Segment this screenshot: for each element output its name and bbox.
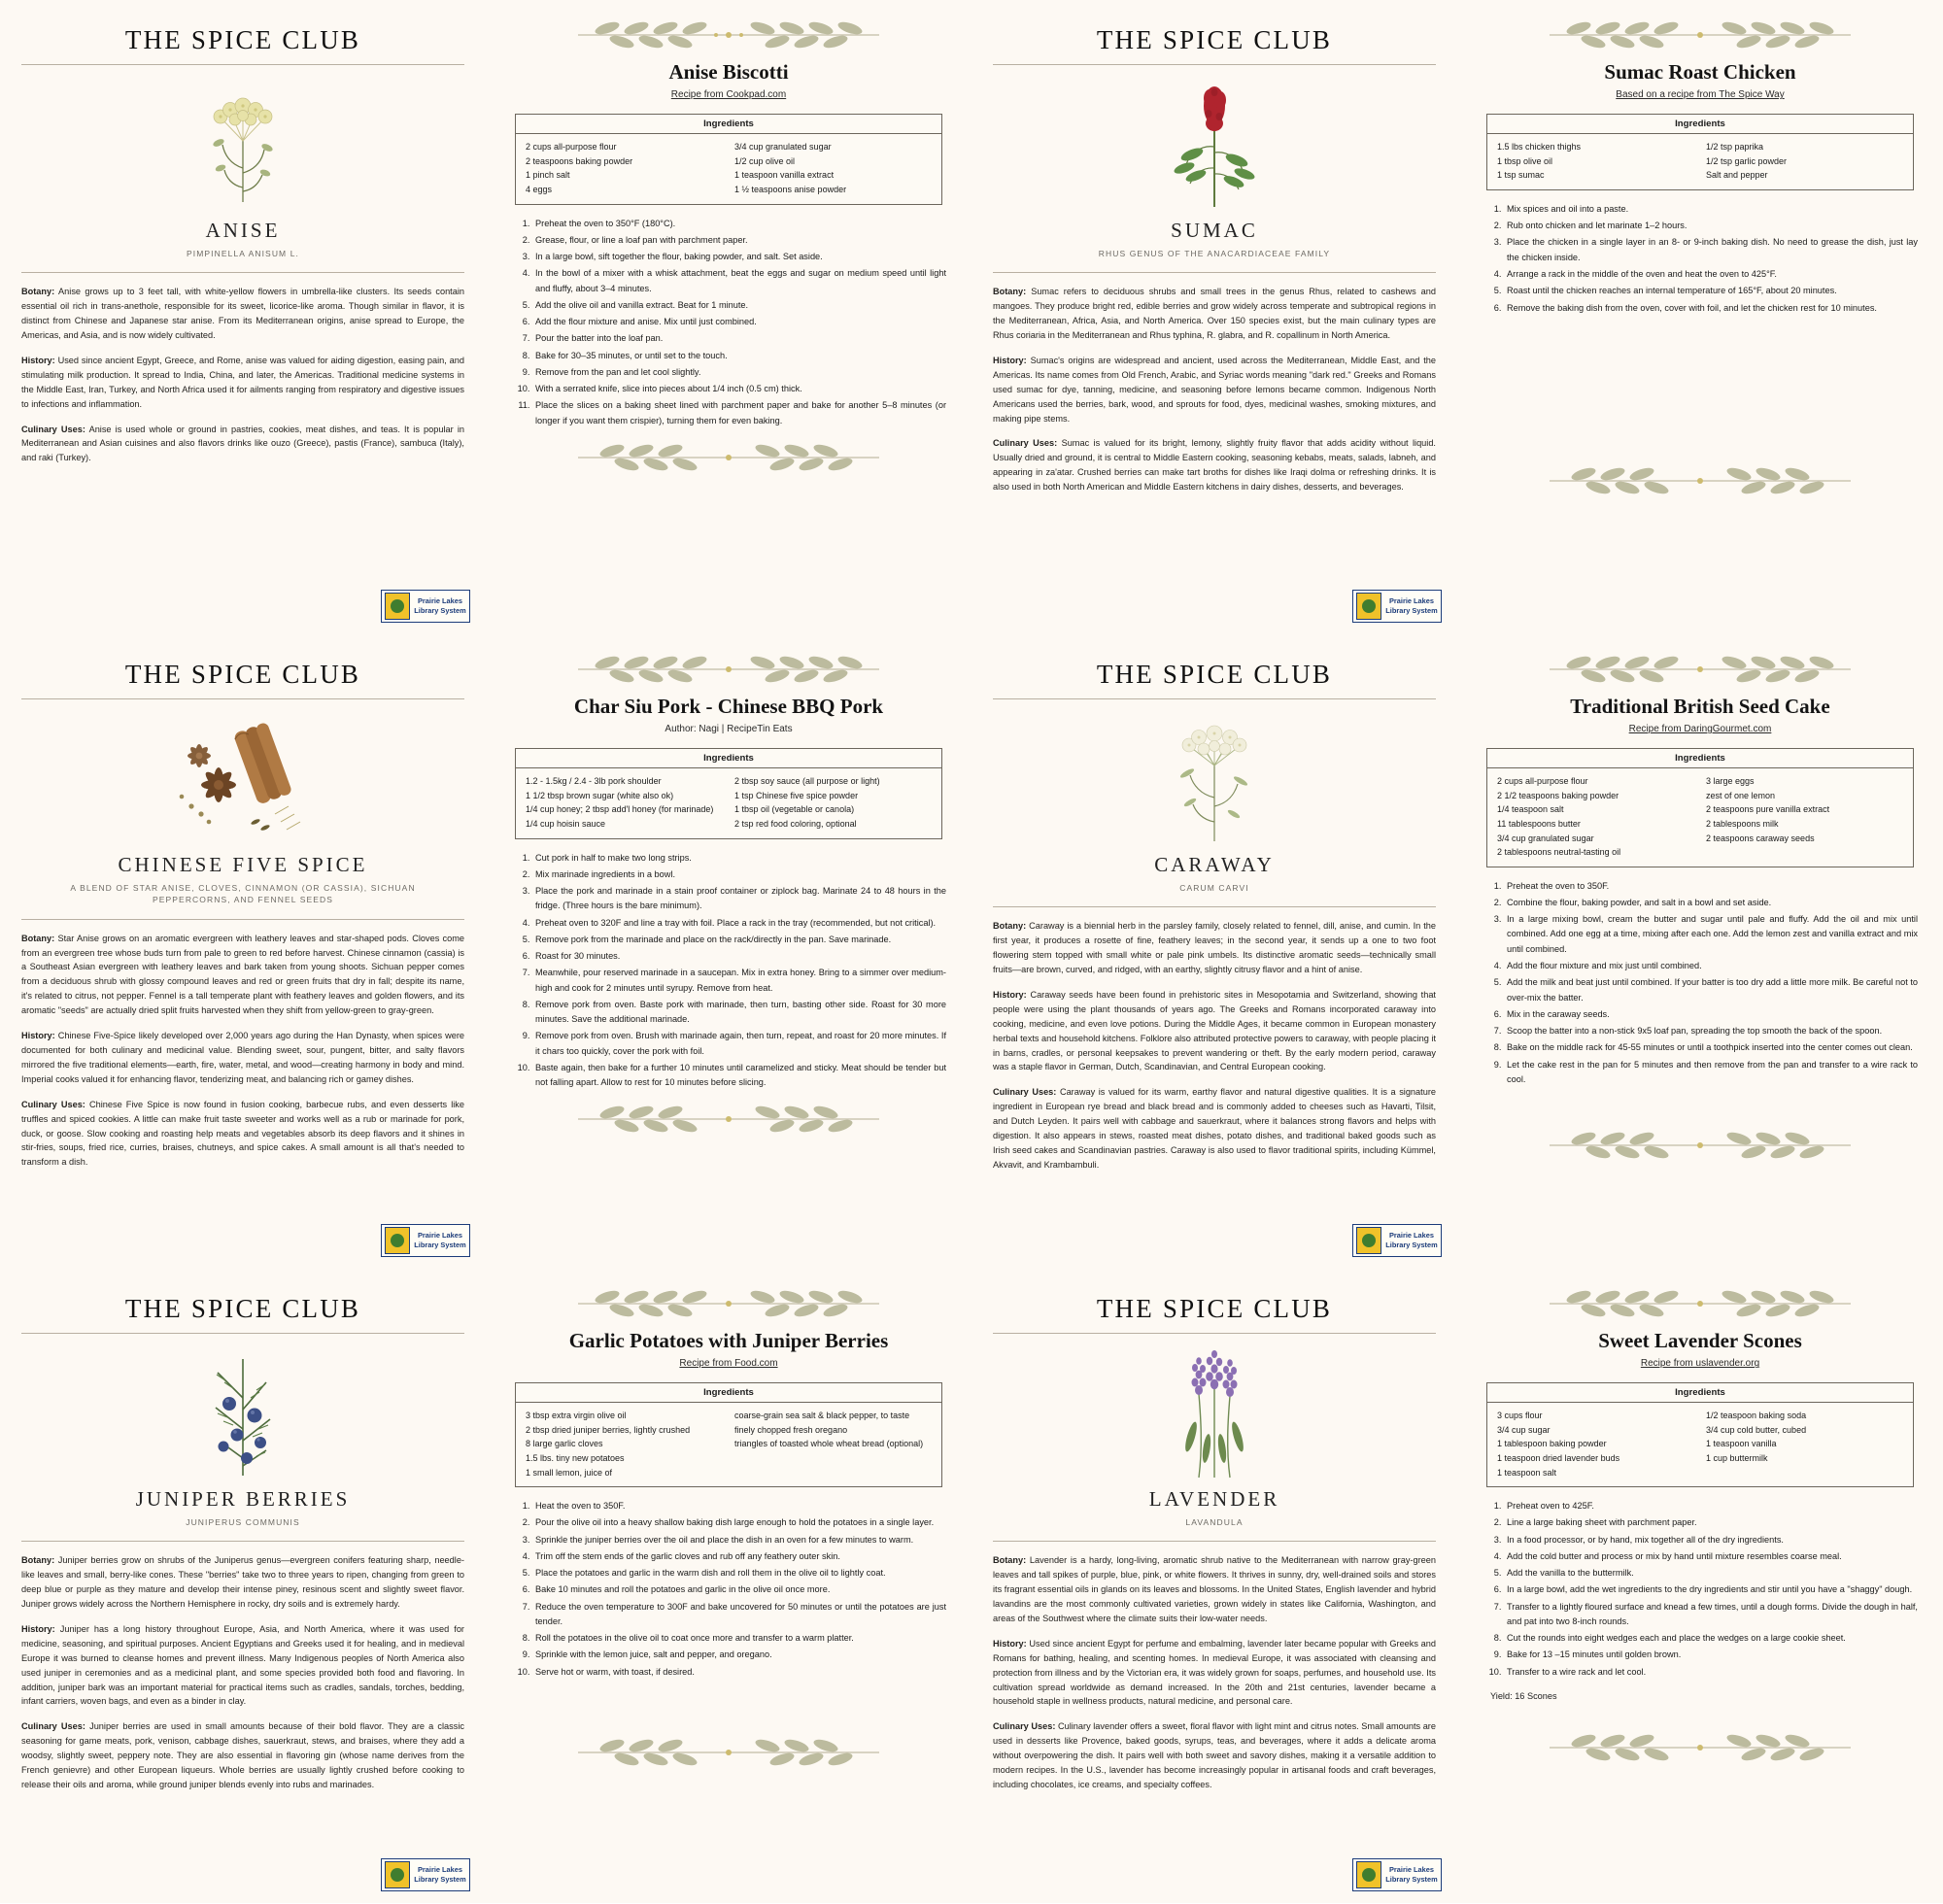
spice-name: ANISE bbox=[205, 219, 281, 242]
history-label: History: bbox=[21, 1031, 55, 1041]
recipe-step: 10. Serve hot or warm, with toast, if desired. bbox=[532, 1665, 946, 1680]
recipe-step: 8. Bake on the middle rack for 45-55 minutes or until a toothpick inserted into the center comes out clean. bbox=[1504, 1040, 1918, 1055]
recipe-step: 3. Place the pork and marinade in a stain proof container or ziplock bag. Marinate 24 to 48 hours in the fridge. (Three hours is the bare minimum). bbox=[532, 884, 946, 914]
recipe-step: 8. Cut the rounds into eight wedges each and place the wedges on a large cookie sheet. bbox=[1504, 1631, 1918, 1646]
ingredients-column-right bbox=[1706, 774, 1903, 859]
recipe-card-seed-cake bbox=[1457, 634, 1943, 1269]
library-emblem-icon bbox=[1356, 1227, 1381, 1254]
history-text: Sumac's origins are widespread and ancient, used across the Mediterranean, Middle East, and the Americas. Its name comes from Old French, Arabic, and Syriac words meaning "dark red." Greeks and Romans used sumac for dye, tanning, medicine, and seasoning before lemons became common. Indigenous North Americans used the berries, bark, wood, and sprouts for food, dyes, medicinal washes, smoking mixtures, and making pipe stems. bbox=[993, 355, 1436, 424]
botany-label: Botany: bbox=[993, 1555, 1027, 1566]
recipe-step: 4. Trim off the stem ends of the garlic cloves and rub off any feathery outer skin. bbox=[532, 1549, 946, 1564]
recipe-step: 3. In a large mixing bowl, cream the butter and sugar until pale and fluffy. Add the oil and mix until combined. Add one egg at a time, mixing after each one. Add the lemon zest and vanilla extract and mix until combined. bbox=[1504, 912, 1918, 957]
recipe-step: 10. Transfer to a wire rack and let cool. bbox=[1504, 1665, 1918, 1680]
culinary-label: Culinary Uses: bbox=[21, 1099, 85, 1109]
ingredient-item: 1/2 cup olive oil bbox=[734, 155, 796, 166]
botany-label: Botany: bbox=[993, 921, 1027, 932]
library-stamp bbox=[381, 1858, 470, 1891]
history-label: History: bbox=[993, 989, 1027, 1000]
history-text: Caraway seeds have been found in prehistoric sites in Mesopotamia and Switzerland, showing that people were using the plant thousands of years ago. The Greeks and Romans incorporated caraway into cooking, medicine, and even love potions. During the Middle Ages, it became common in European monastery herbal texts and household kitchens. Folklore also attributed protective powers to caraway, with people placing it in barns, cradles, or personal keepsakes to prevent wandering or theft. By the early modern period, caraway was a staple flavor in German, Dutch, Scandinavian, and Central European cooking. bbox=[993, 989, 1436, 1072]
ingredient-item: 3 cups flour bbox=[1497, 1411, 1543, 1421]
ingredient-item: 1/2 tsp garlic powder bbox=[1706, 155, 1788, 166]
ingredients-box bbox=[1486, 748, 1914, 867]
history-label: History: bbox=[21, 1623, 55, 1634]
library-stamp bbox=[381, 1224, 470, 1257]
culinary-paragraph bbox=[993, 1719, 1436, 1792]
sumac-plant-art bbox=[993, 71, 1436, 217]
info-card-sumac bbox=[972, 0, 1457, 634]
recipe-card-anise-biscotti bbox=[486, 0, 972, 634]
ingredient-item: 2 teaspoons caraway seeds bbox=[1706, 833, 1815, 843]
ingredients-column-left bbox=[1497, 140, 1694, 183]
ingredient-item: 2 teaspoons baking powder bbox=[526, 155, 633, 166]
recipe-step: 1. Preheat the oven to 350F. bbox=[1504, 879, 1918, 894]
recipe-step: 5. Add the milk and beat just until combined. If your batter is too dry add a little more milk. Be careful not to over-mix the batter. bbox=[1504, 975, 1918, 1005]
library-stamp bbox=[381, 590, 470, 623]
recipe-step: 3. Sprinkle the juniper berries over the oil and place the dish in an oven for a few minutes to warm. bbox=[532, 1533, 946, 1547]
recipe-source: Recipe from Cookpad.com bbox=[670, 89, 787, 101]
recipe-step: 6. Bake 10 minutes and roll the potatoes and garlic in the olive oil once more. bbox=[532, 1582, 946, 1597]
ingredient-item: 1 small lemon, juice of bbox=[526, 1467, 613, 1478]
ingredients-column-left bbox=[526, 1409, 723, 1479]
spice-name: JUNIPER BERRIES bbox=[135, 1487, 351, 1511]
ingredients-column-left bbox=[526, 774, 723, 831]
recipe-step: 1. Preheat oven to 425F. bbox=[1504, 1499, 1918, 1513]
recipe-step: 6. Mix in the caraway seeds. bbox=[1504, 1007, 1918, 1022]
info-card-chinese-five-spice bbox=[0, 634, 486, 1269]
botany-label: Botany: bbox=[21, 933, 55, 943]
recipe-step: 8. Roll the potatoes in the olive oil to coat once more and transfer to a warm platter. bbox=[532, 1631, 946, 1646]
ingredients-column-right bbox=[1706, 1409, 1903, 1479]
ingredient-item: 3/4 cup cold butter, cubed bbox=[1706, 1424, 1807, 1435]
ingredient-item: 1 tbsp oil (vegetable or canola) bbox=[734, 804, 855, 815]
recipe-step: 9. Remove from the pan and let cool slightly. bbox=[532, 365, 946, 380]
recipe-card-char-siu-pork bbox=[486, 634, 972, 1269]
history-paragraph bbox=[993, 354, 1436, 426]
stamp-line-1: Prairie Lakes bbox=[1388, 596, 1435, 606]
ingredient-item: 3/4 cup granulated sugar bbox=[734, 142, 832, 153]
botany-text: Juniper berries grow on shrubs of the Juniperus genus—evergreen conifers featuring sharp, needle-like leaves and small, berry-like cones. These "berries" take two to three years to ripen, changing from green to deep blue or purple as they mature and develop their intense piney, resinous scent and slightly sweet flavor. Juniper grows widely across the Northern Hemisphere in rocky, dry soils and is extremely hardy. bbox=[21, 1555, 464, 1610]
ingredient-item: 1/4 cup honey; 2 tbsp add'l honey (for marinade) bbox=[526, 804, 714, 815]
spice-latin-name: LAVANDULA bbox=[1185, 1517, 1244, 1527]
stamp-line-2: Library System bbox=[1385, 1875, 1438, 1884]
history-paragraph bbox=[21, 1622, 464, 1709]
spice-latin-name: A BLEND OF STAR ANISE, CLOVES, CINNAMON (OR CASSIA), SICHUAN PEPPERCORNS, AND FENNEL SEEDS bbox=[70, 883, 416, 905]
recipe-step: 2. Grease, flour, or line a loaf pan with parchment paper. bbox=[532, 233, 946, 248]
ingredient-item: 1 tbsp olive oil bbox=[1497, 155, 1553, 166]
ingredient-item: 1.5 lbs. tiny new potatoes bbox=[526, 1452, 625, 1463]
recipe-step: 8. Bake for 30–35 minutes, or until set to the touch. bbox=[532, 349, 946, 363]
recipe-step: 2. Combine the flour, baking powder, and salt in a bowl and set aside. bbox=[1504, 896, 1918, 910]
ingredient-item: 3 large eggs bbox=[1706, 776, 1755, 787]
recipe-step: 8. Remove pork from oven. Baste pork with marinade, then turn, basting other side. Roast for 30 more minutes. Save the additional marinade. bbox=[532, 998, 946, 1028]
info-card-juniper-berries bbox=[0, 1269, 486, 1903]
botany-text: Anise grows up to 3 feet tall, with white-yellow flowers in umbrella-like clusters. Its seeds contain essential oil rich in trans-anethole, responsible for its sweet, licorice-like aroma. Though similar in flavor, it is distinct from Chinese and Japanese star anise. From its Mediterranean origins, anise spread to Europe, the Americas, and Asia, and is now widely cultivated. bbox=[21, 287, 464, 341]
stamp-line-1: Prairie Lakes bbox=[1388, 1865, 1435, 1875]
ingredient-item: zest of one lemon bbox=[1706, 790, 1776, 800]
recipe-source: Based on a recipe from The Spice Way bbox=[1616, 89, 1785, 101]
ingredient-item: 1 ½ teaspoons anise powder bbox=[734, 184, 847, 194]
botany-label: Botany: bbox=[21, 1555, 55, 1566]
recipe-step: 5. Add the vanilla to the buttermilk. bbox=[1504, 1566, 1918, 1581]
recipe-step: 1. Preheat the oven to 350°F (180°C). bbox=[532, 217, 946, 231]
recipe-source: Author: Nagi | RecipeTin Eats bbox=[665, 724, 793, 735]
ingredient-item: 2 cups all-purpose flour bbox=[526, 142, 617, 153]
botany-label: Botany: bbox=[993, 287, 1027, 297]
spice-name: CARAWAY bbox=[1154, 853, 1275, 876]
vine-divider-icon bbox=[507, 1284, 950, 1323]
ingredients-header: Ingredients bbox=[516, 115, 941, 134]
culinary-label: Culinary Uses: bbox=[21, 424, 85, 434]
culinary-label: Culinary Uses: bbox=[993, 1087, 1057, 1098]
club-title: THE SPICE CLUB bbox=[21, 17, 464, 65]
recipe-title: Traditional British Seed Cake bbox=[1570, 695, 1830, 718]
ingredients-column-left bbox=[1497, 1409, 1694, 1479]
history-paragraph bbox=[993, 1637, 1436, 1710]
recipe-yield: Yield: 16 Scones bbox=[1490, 1691, 1557, 1701]
ingredients-box bbox=[1486, 114, 1914, 190]
recipe-step: 3. Place the chicken in a single layer in an 8- or 9-inch baking dish. No need to grease the dish, just lay the chicken inside. bbox=[1504, 235, 1918, 265]
history-paragraph bbox=[21, 1029, 464, 1087]
recipe-step: 1. Cut pork in half to make two long strips. bbox=[532, 851, 946, 866]
ingredients-column-right bbox=[734, 140, 932, 196]
ingredient-item: 2 tsp red food coloring, optional bbox=[734, 818, 857, 829]
vine-divider-icon bbox=[1479, 16, 1922, 54]
recipe-card-garlic-potatoes bbox=[486, 1269, 972, 1903]
recipe-step: 4. Arrange a rack in the middle of the oven and heat the oven to 425°F. bbox=[1504, 267, 1918, 282]
ingredient-item: 1/4 cup hoisin sauce bbox=[526, 818, 606, 829]
recipe-step: 10. With a serrated knife, slice into pieces about 1/4 inch (0.5 cm) thick. bbox=[532, 382, 946, 396]
recipe-title: Garlic Potatoes with Juniper Berries bbox=[568, 1329, 889, 1352]
ingredient-item: 1/4 teaspoon salt bbox=[1497, 804, 1564, 815]
ingredient-item: 2 cups all-purpose flour bbox=[1497, 776, 1588, 787]
vine-divider-icon bbox=[1479, 1284, 1922, 1323]
ingredient-item: 1.5 lbs chicken thighs bbox=[1497, 142, 1582, 153]
botany-paragraph bbox=[21, 285, 464, 343]
ingredients-header: Ingredients bbox=[516, 749, 941, 768]
culinary-paragraph bbox=[993, 1085, 1436, 1172]
ingredient-item: 1.2 - 1.5kg / 2.4 - 3lb pork shoulder bbox=[526, 776, 662, 787]
recipe-step: 4. In the bowl of a mixer with a whisk attachment, beat the eggs and sugar on medium speed until light and fluffy, about 3–4 minutes. bbox=[532, 266, 946, 296]
culinary-text: Culinary lavender offers a sweet, floral flavor with light mint and citrus notes. Small amounts are used in desserts like Provence, baked goods, syrups, teas, and beverages, where it adds a delicate aroma without overpowering the dish. It pairs well with both sweet and savory dishes, making it a versatile addition to modern recipes. In the U.S., lavender has become increasingly popular in artisanal foods and craft beverages, including chocolates, ice creams, and specialty coffees. bbox=[993, 1721, 1436, 1789]
culinary-paragraph bbox=[21, 1719, 464, 1792]
club-title: THE SPICE CLUB bbox=[993, 1286, 1436, 1334]
recipe-title: Anise Biscotti bbox=[668, 60, 789, 84]
culinary-text: Anise is used whole or ground in pastries, cookies, meat dishes, and teas. It is popular in Mediterranean and Asian cuisines and also flavors drinks like ouzo (Greece), pastis (France), sambuca (Italy), and raki (Turkey). bbox=[21, 424, 464, 463]
recipe-step: 7. Pour the batter into the loaf pan. bbox=[532, 331, 946, 346]
recipe-step: 6. Add the flour mixture and anise. Mix until just combined. bbox=[532, 315, 946, 329]
history-text: Juniper has a long history throughout Europe, Asia, and North America, where it was used for medicine, seasoning, and spiritual purposes. Ancient Egyptians and Greeks used it for healing, and in medieval Europe it was burned to cleanse homes and prevent illness. Many Indigenous peoples of North America also used juniper in ceremonies and as a medicinal plant, and some species provided both food and flavoring. In addition, juniper bark was an important material for practical items such as cradles, sandals, torches, bedding, infant carriers, woven bags, and even as a binder in clay. bbox=[21, 1623, 464, 1707]
botany-paragraph bbox=[993, 919, 1436, 977]
recipe-step: 2. Rub onto chicken and let marinate 1–2 hours. bbox=[1504, 219, 1918, 233]
botany-paragraph bbox=[993, 285, 1436, 343]
stamp-line-2: Library System bbox=[1385, 1241, 1438, 1249]
library-stamp bbox=[1352, 1858, 1442, 1891]
botany-paragraph bbox=[993, 1553, 1436, 1626]
recipe-step: 9. Let the cake rest in the pan for 5 minutes and then remove from the pan and transfer to a wire rack to cool. bbox=[1504, 1058, 1918, 1088]
juniper-berries-art bbox=[21, 1340, 464, 1485]
spice-latin-name: CARUM CARVI bbox=[1179, 883, 1249, 893]
recipe-step: 3. In a food processor, or by hand, mix together all of the dry ingredients. bbox=[1504, 1533, 1918, 1547]
history-text: Used since ancient Egypt, Greece, and Rome, anise was valued for aiding digestion, easing pain, and stimulating milk production. It spread to India, China, and later, the Americas. Traditional medicine systems in the Middle East, Iran, Turkey, and North Africa used it for ailments ranging from respiratory and digestive issues to infections and inflammation. bbox=[21, 355, 464, 409]
ingredient-item: 8 large garlic cloves bbox=[526, 1439, 603, 1449]
stamp-line-1: Prairie Lakes bbox=[417, 596, 463, 606]
recipe-step: 6. Roast for 30 minutes. bbox=[532, 949, 946, 964]
ingredient-item: 1 tablespoon baking powder bbox=[1497, 1439, 1607, 1449]
stamp-line-2: Library System bbox=[414, 606, 466, 615]
history-text: Used since ancient Egypt for perfume and embalming, lavender later became popular with Greeks and Romans for bathing, healing, and scenting homes. In medieval Europe, it was associated with cleansing and protection from illness and by the Victorian era, it was widely grown for soaps, perfumes, and household use. Its cultivation spread worldwide as demand increased. In the 20th and 21st centuries, lavender became a household staple in wellness products, natural medicine, and personal care. bbox=[993, 1638, 1436, 1707]
club-title: THE SPICE CLUB bbox=[993, 17, 1436, 65]
ingredient-item: triangles of toasted whole wheat bread (optional) bbox=[734, 1439, 924, 1449]
culinary-label: Culinary Uses: bbox=[993, 1721, 1056, 1732]
recipe-source: Recipe from uslavender.org bbox=[1640, 1358, 1760, 1370]
spice-name: LAVENDER bbox=[1148, 1487, 1280, 1511]
spice-latin-name: JUNIPERUS COMMUNIS bbox=[186, 1517, 300, 1527]
ingredient-item: Salt and pepper bbox=[1706, 170, 1768, 181]
history-text: Chinese Five-Spice likely developed over 2,000 years ago during the Han Dynasty, when spices were documented for both culinary and medicinal value. Blending sweet, sour, pungent, bitter, and salty flavors mirrored the five traditional elements—earth, fire, water, metal, and wood—creating harmony in body and mind. Imperial cooks valued it for enhancing flavor, tenderizing meat, and balancing rich or gamey dishes. bbox=[21, 1031, 465, 1084]
ingredient-item: 1 tsp sumac bbox=[1497, 170, 1545, 181]
recipe-step: 1. Heat the oven to 350F. bbox=[532, 1499, 946, 1513]
ingredient-item: 2 1/2 teaspoons baking powder bbox=[1497, 790, 1619, 800]
ingredient-item: 1 1/2 tbsp brown sugar (white also ok) bbox=[526, 790, 674, 800]
culinary-paragraph bbox=[21, 423, 464, 466]
botany-text: Star Anise grows on an aromatic evergreen with leathery leaves and star-shaped pods. Cloves come from an evergreen tree whose buds turn from pale to green to red before harvest. Chinese cinnamon (cassia) is a Southeast Asian evergreen with leathery leaves and bark taken from young shoots. Sichuan pepper comes from a deciduous shrub with glossy compound leaves and red or green fruits that dry in fall; despite its name, it's related to citrus, not pepper. Fennel is a tall temperate plant with feathery leaves and golden flowers, and its aromatic "seeds" are actually dried split fruits harvested when they shift from yellow-green to gray-green. bbox=[21, 933, 464, 1016]
ingredients-column-right bbox=[1706, 140, 1903, 183]
library-stamp bbox=[1352, 1224, 1442, 1257]
ingredients-box bbox=[515, 1382, 942, 1487]
recipe-title: Char Siu Pork - Chinese BBQ Pork bbox=[573, 695, 884, 718]
recipe-title: Sumac Roast Chicken bbox=[1604, 60, 1796, 84]
ingredient-item: finely chopped fresh oregano bbox=[734, 1424, 848, 1435]
lavender-sprig-art bbox=[993, 1340, 1436, 1485]
spice-latin-name: RHUS GENUS OF THE ANACARDIACEAE FAMILY bbox=[1098, 249, 1331, 258]
recipe-step: 9. Bake for 13 –15 minutes until golden brown. bbox=[1504, 1648, 1918, 1662]
library-emblem-icon bbox=[385, 593, 410, 620]
recipe-step: 2. Line a large baking sheet with parchment paper. bbox=[1504, 1515, 1918, 1530]
ingredients-column-left bbox=[1497, 774, 1694, 859]
ingredient-item: 3 tbsp extra virgin olive oil bbox=[526, 1411, 627, 1421]
botany-text: Lavender is a hardy, long-living, aromatic shrub native to the Mediterranean with narrow gray-green leaves and tall spikes of purple, blue, pink, or white flowers. It thrives in sunny, dry, well-drained soils and stores its fragrant essential oils in glands on its leaves and blossoms. In the United States, English lavender and hybrid lavandins are the most commonly cultivated varieties, grown widely in states like California, Washington, and areas of the Southwest where the climate suits their low-water needs. bbox=[993, 1555, 1436, 1623]
vine-divider-icon bbox=[1479, 1126, 1922, 1165]
library-stamp bbox=[1352, 590, 1442, 623]
recipe-step: 5. Add the olive oil and vanilla extract. Beat for 1 minute. bbox=[532, 298, 946, 313]
divider bbox=[993, 906, 1436, 907]
culinary-text: Sumac is valued for its bright, lemony, slightly fruity flavor that adds acidity without liquid. Usually dried and ground, it is central to Middle Eastern cooking, seasoning kebabs, meats, salads, labneh, and appearing in za'atar. Crushed berries can make tart broths for dishes like Iraqi dolma or refreshing drinks. It is also used in both North American and Middle Eastern kitchens in dairy dishes, desserts, and beverages. bbox=[993, 438, 1436, 493]
vine-divider-icon bbox=[507, 1100, 950, 1139]
library-emblem-icon bbox=[1356, 1861, 1381, 1888]
recipe-step: 7. Scoop the batter into a non-stick 9x5 loaf pan, spreading the top smooth the back of the spoon. bbox=[1504, 1024, 1918, 1038]
ingredients-header: Ingredients bbox=[516, 1383, 941, 1403]
vine-divider-icon bbox=[1479, 1728, 1922, 1767]
stamp-line-1: Prairie Lakes bbox=[1388, 1231, 1435, 1241]
club-title: THE SPICE CLUB bbox=[21, 652, 464, 699]
ingredient-item: 1 teaspoon vanilla extract bbox=[734, 170, 835, 181]
history-label: History: bbox=[993, 1638, 1027, 1649]
library-emblem-icon bbox=[385, 1227, 410, 1254]
spice-name: CHINESE FIVE SPICE bbox=[118, 853, 368, 876]
culinary-paragraph bbox=[21, 1098, 464, 1171]
info-card-caraway bbox=[972, 634, 1457, 1269]
ingredient-item: 3/4 cup sugar bbox=[1497, 1424, 1551, 1435]
recipe-step: 6. Remove the baking dish from the oven, cover with foil, and let the chicken rest for 10 minutes. bbox=[1504, 301, 1918, 316]
recipe-step: 11. Place the slices on a baking sheet lined with parchment paper and bake for another 5–8 minutes (or longer if you want them crispier), turning them for even baking. bbox=[532, 398, 946, 428]
stamp-line-2: Library System bbox=[414, 1241, 466, 1249]
stamp-line-1: Prairie Lakes bbox=[417, 1231, 463, 1241]
club-title: THE SPICE CLUB bbox=[21, 1286, 464, 1334]
culinary-text: Chinese Five Spice is now found in fusion cooking, barbecue rubs, and even desserts like truffles and spiced cookies. A little can make fruit taste sweeter and works well as a rub or marinade for pork, duck, or goose. Slow cooking and roasting help meats and vegetables absorb its deep flavors and it shines in stir-fries, soups, fried rice, curries, braises, chutneys, and spice cakes. A small amount is all that's needed to transform a dish. bbox=[21, 1099, 464, 1168]
recipe-step: 9. Sprinkle with the lemon juice, salt and pepper, and oregano. bbox=[532, 1648, 946, 1662]
recipe-step: 2. Mix marinade ingredients in a bowl. bbox=[532, 867, 946, 882]
ingredient-item: 1/2 tsp paprika bbox=[1706, 142, 1764, 153]
divider bbox=[21, 1541, 464, 1542]
recipe-step: 5. Place the potatoes and garlic in the warm dish and roll them in the olive oil to lightly coat. bbox=[532, 1566, 946, 1581]
botany-text: Caraway is a biennial herb in the parsley family, closely related to fennel, dill, anise, and cumin. In the first year, it produces a rosette of fine, feathery leaves; in the second year, it sends up a one to two foot flowering stem topped with small white or pale pink umbels. Its distinctive aromatic seeds—technically small fruits—are brown, curved, and ridged, with an earthy, slightly citrusy flavor and a hint of anise. bbox=[993, 921, 1436, 975]
recipe-step: 7. Meanwhile, pour reserved marinade in a saucepan. Mix in extra honey. Bring to a simmer over medium-high and cook for 2 minutes until syrupy. Remove from heat. bbox=[532, 966, 946, 996]
vine-divider-icon bbox=[507, 1733, 950, 1772]
ingredients-header: Ingredients bbox=[1487, 749, 1913, 768]
recipe-source: Recipe from Food.com bbox=[679, 1358, 778, 1370]
ingredient-item: 11 tablespoons butter bbox=[1497, 818, 1581, 829]
recipe-steps bbox=[1488, 879, 1918, 1087]
recipe-source: Recipe from DaringGourmet.com bbox=[1628, 724, 1772, 735]
anise-flower-art bbox=[21, 71, 464, 217]
history-paragraph bbox=[21, 354, 464, 412]
botany-label: Botany: bbox=[21, 287, 55, 297]
info-card-lavender bbox=[972, 1269, 1457, 1903]
ingredient-item: 2 tbsp soy sauce (all purpose or light) bbox=[734, 776, 880, 787]
info-card-anise bbox=[0, 0, 486, 634]
vine-divider-icon bbox=[1479, 461, 1922, 500]
vine-divider-icon bbox=[507, 650, 950, 689]
ingredient-item: 1 teaspoon dried lavender buds bbox=[1497, 1452, 1620, 1463]
divider bbox=[993, 1541, 1436, 1542]
library-emblem-icon bbox=[1356, 593, 1381, 620]
vine-divider-icon bbox=[507, 438, 950, 477]
ingredients-header: Ingredients bbox=[1487, 115, 1913, 134]
botany-paragraph bbox=[21, 1553, 464, 1612]
ingredient-item: 1 tsp Chinese five spice powder bbox=[734, 790, 859, 800]
ingredients-box bbox=[515, 114, 942, 204]
recipe-steps bbox=[517, 1499, 946, 1680]
recipe-step: 7. Reduce the oven temperature to 300F and bake uncovered for 50 minutes or until the potatoes are just tender. bbox=[532, 1600, 946, 1630]
divider bbox=[993, 272, 1436, 273]
recipe-step: 1. Mix spices and oil into a paste. bbox=[1504, 202, 1918, 217]
ingredients-box bbox=[515, 748, 942, 838]
ingredient-item: 1 pinch salt bbox=[526, 170, 570, 181]
recipe-step: 5. Roast until the chicken reaches an internal temperature of 165°F, about 20 minutes. bbox=[1504, 284, 1918, 298]
caraway-flower-art bbox=[993, 705, 1436, 851]
recipe-step: 9. Remove pork from oven. Brush with marinade again, then turn, repeat, and roast for 20 more minutes. If it chars too quickly, cover the pork with foil. bbox=[532, 1029, 946, 1059]
culinary-text: Juniper berries are used in small amounts because of their bold flavor. They are a classic seasoning for game meats, pork, venison, cabbage dishes, sauerkraut, stews, and braises, where they add a woodsy, slightly sweet, peppery note. They are also essential in flavoring gin (whose name derives from the French genievre) and other European liqueurs. Whole berries are usually lightly crushed before cooking to release their oils and aroma, while ground juniper blends evenly into rubs and marinades. bbox=[21, 1721, 464, 1789]
ingredient-item: 4 eggs bbox=[526, 184, 553, 194]
history-paragraph bbox=[993, 988, 1436, 1074]
ingredient-item: 1/2 teaspoon baking soda bbox=[1706, 1411, 1807, 1421]
stamp-line-1: Prairie Lakes bbox=[417, 1865, 463, 1875]
ingredient-item: 2 tablespoons neutral-tasting oil bbox=[1497, 847, 1621, 858]
recipe-step: 3. In a large bowl, sift together the flour, baking powder, and salt. Set aside. bbox=[532, 250, 946, 264]
recipe-steps bbox=[1488, 202, 1918, 316]
recipe-steps bbox=[1488, 1499, 1918, 1680]
recipe-step: 5. Remove pork from the marinade and place on the rack/directly in the pan. Save marinade. bbox=[532, 933, 946, 947]
ingredient-item: 2 teaspoons pure vanilla extract bbox=[1706, 804, 1830, 815]
ingredient-item: 3/4 cup granulated sugar bbox=[1497, 833, 1594, 843]
divider bbox=[21, 272, 464, 273]
ingredient-item: 1 cup buttermilk bbox=[1706, 1452, 1768, 1463]
cinnamon-star-anise-art bbox=[21, 705, 464, 851]
recipe-step: 10. Baste again, then bake for a further 10 minutes until caramelized and sticky. Meat should be tender but not falling apart. Allow to rest for 10 minutes before slicing. bbox=[532, 1061, 946, 1091]
recipe-step: 4. Add the flour mixture and mix just until combined. bbox=[1504, 959, 1918, 973]
culinary-label: Culinary Uses: bbox=[21, 1721, 85, 1732]
history-label: History: bbox=[21, 355, 55, 365]
ingredient-item: 1 teaspoon vanilla bbox=[1706, 1439, 1777, 1449]
library-emblem-icon bbox=[385, 1861, 410, 1888]
ingredient-item: 1 teaspoon salt bbox=[1497, 1467, 1557, 1478]
stamp-line-2: Library System bbox=[414, 1875, 466, 1884]
spice-latin-name: PIMPINELLA ANISUM L. bbox=[186, 249, 299, 258]
ingredients-box bbox=[1486, 1382, 1914, 1487]
recipe-step: 2. Pour the olive oil into a heavy shallow baking dish large enough to hold the potatoes in a single layer. bbox=[532, 1515, 946, 1530]
recipe-step: 4. Add the cold butter and process or mix by hand until mixture resembles coarse meal. bbox=[1504, 1549, 1918, 1564]
ingredient-item: 2 tablespoons milk bbox=[1706, 818, 1779, 829]
vine-divider-icon bbox=[1479, 650, 1922, 689]
ingredient-item: 2 tbsp dried juniper berries, lightly crushed bbox=[526, 1424, 691, 1435]
ingredients-column-right bbox=[734, 1409, 932, 1479]
botany-text: Sumac refers to deciduous shrubs and small trees in the genus Rhus, related to cashews and mangoes. They produce bright red, edible berries and grow widely across temperate and subtropical regions in the Mediterranean, Africa, Asia, and North America. Over 150 species exist, but the main culinary types are Rhus coriaria in the Mediterranean and Rhus typhina, R. glabra, and R. copallinum in North America. bbox=[993, 287, 1436, 341]
divider bbox=[21, 919, 464, 920]
botany-paragraph bbox=[21, 932, 464, 1018]
ingredient-item: coarse-grain sea salt & black pepper, to taste bbox=[734, 1411, 910, 1421]
ingredients-column-right bbox=[734, 774, 932, 831]
club-title: THE SPICE CLUB bbox=[993, 652, 1436, 699]
culinary-text: Caraway is valued for its warm, earthy flavor and natural digestive qualities. It is a signature ingredient in European rye bread and black bread and is commonly added to cheeses such as Havarti, Tilsit, and Dutch Leyden. It pairs well with cabbage and sauerkraut, where it balances strong flavors and helps with digestion. It also appears in stews, roasted meat dishes, potato dishes, and traditional baked goods such as Irish seed cakes and Scandinavian pastries. Caraway is also used to flavor traditional spirits, including Kümmel, Akvavit, and Krambambuli. bbox=[993, 1087, 1436, 1170]
ingredients-header: Ingredients bbox=[1487, 1383, 1913, 1403]
ingredients-column-left bbox=[526, 140, 723, 196]
recipe-steps bbox=[517, 217, 946, 428]
culinary-label: Culinary Uses: bbox=[993, 438, 1058, 449]
recipe-card-lavender-scones bbox=[1457, 1269, 1943, 1903]
spice-name: SUMAC bbox=[1171, 219, 1258, 242]
culinary-paragraph bbox=[993, 436, 1436, 494]
recipe-step: 6. In a large bowl, add the wet ingredients to the dry ingredients and stir until you have a "shaggy" dough. bbox=[1504, 1582, 1918, 1597]
vine-divider-icon bbox=[507, 16, 950, 54]
recipe-step: 4. Preheat oven to 320F and line a tray with foil. Place a rack in the tray (recommended, but not critical). bbox=[532, 916, 946, 931]
stamp-line-2: Library System bbox=[1385, 606, 1438, 615]
recipe-step: 7. Transfer to a lightly floured surface and knead a few times, until a dough forms. Divide the dough in half, and pat into two 8-inch rounds. bbox=[1504, 1600, 1918, 1630]
recipe-steps bbox=[517, 851, 946, 1091]
recipe-title: Sweet Lavender Scones bbox=[1598, 1329, 1802, 1352]
recipe-card-sumac-roast-chicken bbox=[1457, 0, 1943, 634]
history-label: History: bbox=[993, 355, 1027, 365]
